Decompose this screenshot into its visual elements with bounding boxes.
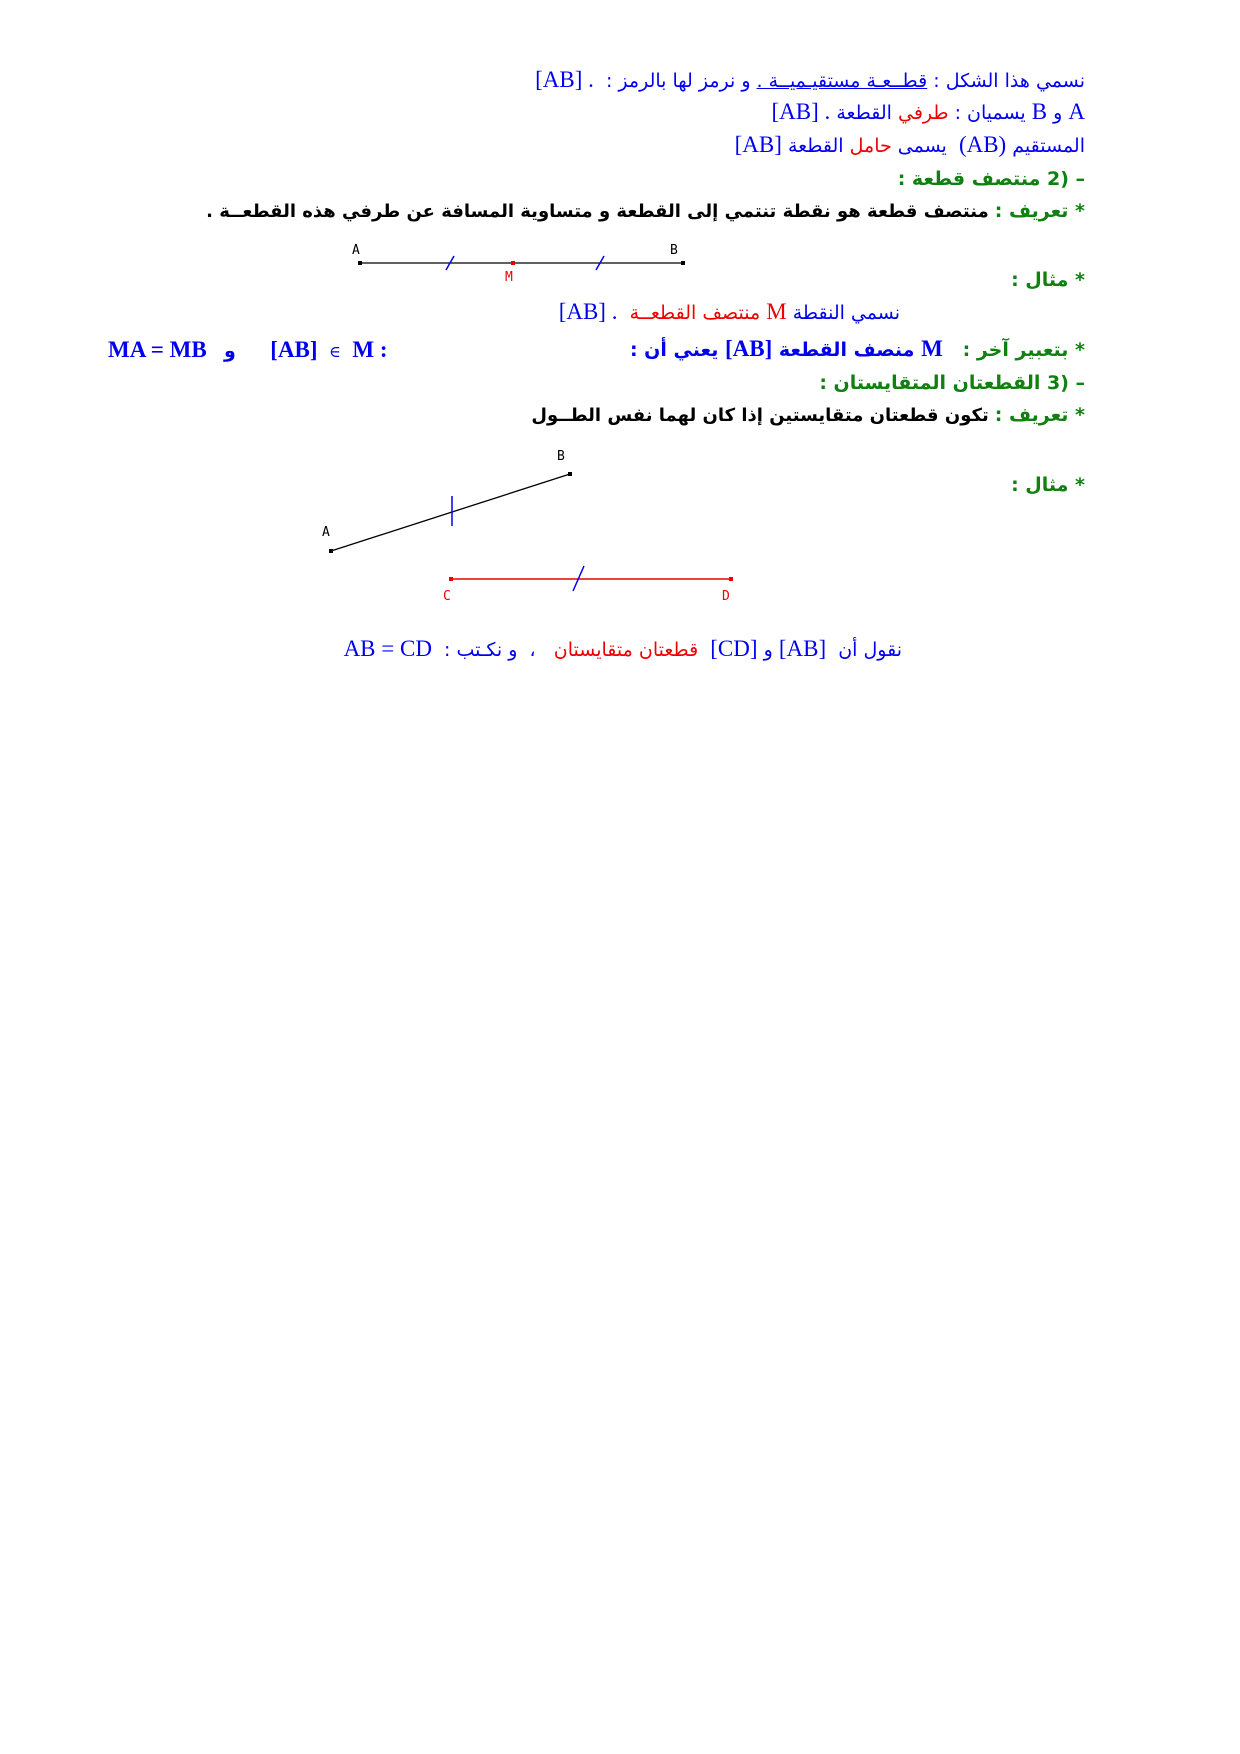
- naming-prefix: نسمي النقطة: [792, 302, 900, 324]
- definition-text: تكون قطعتان متقايستين إذا كان لهما نفس الطــول: [531, 405, 989, 426]
- segment-term: قطــعـة مستقيـميــة .: [756, 70, 928, 92]
- heading-text: القطعتان المتقايستان :: [819, 372, 1041, 394]
- congruent-figure: [322, 449, 733, 604]
- label-a: A: [352, 243, 360, 258]
- midpoint-text: منتصف القطعــة: [629, 302, 761, 324]
- equation-ab-cd: AB = CD: [343, 636, 432, 661]
- belongs-symbol: ∈: [329, 344, 341, 361]
- point-b-marker: [568, 472, 572, 476]
- label-a: A: [322, 525, 330, 540]
- and-word: و: [1053, 102, 1063, 124]
- label-c: C: [443, 589, 451, 604]
- definition-label: * تعريف :: [994, 200, 1085, 222]
- endpoints-term: طرفي: [897, 102, 949, 124]
- segment-word: القطعة: [836, 102, 892, 124]
- point-m: M: [766, 299, 787, 324]
- write-text: و نكـتب :: [444, 639, 518, 661]
- support-term: حامل: [849, 135, 892, 157]
- segment-symbol: [AB]: [734, 132, 782, 157]
- called-text: يسمى: [897, 135, 947, 157]
- point-c-marker: [449, 577, 453, 581]
- midpoint-figure: [352, 243, 685, 285]
- heading-number: 3) –: [1046, 372, 1085, 394]
- segment-symbol: [AB] .: [535, 67, 594, 92]
- midpoint-word: منصف القطعة: [778, 339, 915, 361]
- label-b: B: [670, 243, 678, 258]
- comma: ،: [529, 639, 536, 661]
- and-word: و: [223, 340, 236, 362]
- line-word: المستقيم: [1012, 135, 1085, 157]
- example-label: * مثال :: [1011, 474, 1085, 496]
- segment-cd: [CD]: [710, 636, 758, 661]
- point-d-marker: [729, 577, 733, 581]
- label-b: B: [557, 449, 565, 464]
- label-m: M: [505, 270, 513, 285]
- point-a-marker: [358, 261, 362, 265]
- segment-symbol: [AB]: [270, 337, 318, 362]
- other-label: * بتعبير آخر :: [962, 339, 1085, 361]
- point-a: A: [1068, 99, 1085, 124]
- heading-number: 2) –: [1046, 168, 1085, 190]
- segment-word: القطعة: [787, 135, 844, 157]
- definition-text: منتصف قطعة هو نقطة تنتمي إلى القطعة و متساوية المسافة عن طرفي هذه القطعــة .: [206, 201, 989, 222]
- say-text: نقول أن: [838, 639, 902, 661]
- means-text: يعني أن :: [629, 339, 719, 361]
- segment-symbol: [AB] .: [771, 99, 831, 124]
- segment-ab: [331, 474, 570, 551]
- point-a-marker: [329, 549, 333, 553]
- point-b-marker: [681, 261, 685, 265]
- segment-ab: [AB]: [778, 636, 827, 661]
- segment-symbol: [AB] .: [558, 299, 618, 324]
- definition-label: * تعريف :: [994, 404, 1085, 426]
- label-d: D: [722, 589, 730, 604]
- example-label: * مثال :: [1011, 269, 1085, 291]
- and-word: و: [763, 639, 773, 661]
- point-m: M :: [352, 337, 388, 362]
- called-text: يسميان :: [954, 102, 1026, 124]
- point-m: M: [921, 336, 943, 361]
- point-m-marker: [511, 261, 515, 265]
- notation-text: و نرمز لها بالرمز :: [605, 70, 751, 92]
- line-symbol: (AB): [958, 132, 1007, 157]
- naming-prefix: نسمي هذا الشكل :: [933, 70, 1085, 92]
- distance-equation: MA = MB: [108, 337, 207, 362]
- point-b: B: [1031, 99, 1048, 124]
- heading-text: منتصف قطعة :: [897, 168, 1041, 190]
- congruent-term: قطعتان متقايستان: [553, 639, 699, 661]
- segment-symbol: [AB]: [724, 336, 773, 361]
